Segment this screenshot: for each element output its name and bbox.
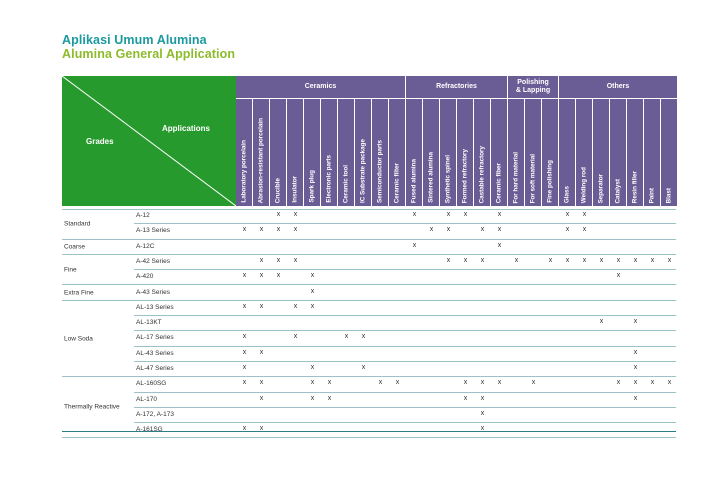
grade-cell xyxy=(62,377,134,438)
application-mark: x xyxy=(259,272,264,280)
application-mark: x xyxy=(293,211,298,218)
grade-label: Low Soda xyxy=(64,335,93,343)
grade-cell xyxy=(62,301,134,378)
application-mark: x xyxy=(242,302,247,310)
application-mark: x xyxy=(633,364,638,371)
column-header xyxy=(440,99,457,206)
application-mark: x xyxy=(531,379,536,387)
application-mark: x xyxy=(310,302,315,310)
application-mark: x xyxy=(293,226,298,234)
application-mark: x xyxy=(242,333,247,341)
column-header-label: Sintered alumina xyxy=(427,152,435,203)
application-mark: x xyxy=(633,394,638,402)
product-name: A-172, A-173 xyxy=(136,410,174,418)
application-mark: x xyxy=(463,211,468,218)
table-row xyxy=(134,286,676,301)
application-mark: x xyxy=(293,302,298,310)
column-header-label: Castable refractory xyxy=(478,145,486,203)
column-header-label: Ceramic tool xyxy=(342,164,350,203)
table-row xyxy=(134,255,676,270)
column-header-label: Spark plug xyxy=(308,170,316,203)
column-header-label: Ceramic filter xyxy=(393,162,401,203)
application-mark: x xyxy=(480,226,485,234)
column-header xyxy=(576,99,593,206)
application-mark: x xyxy=(463,394,468,402)
grade-label: Standard xyxy=(64,220,91,228)
application-mark: x xyxy=(361,333,366,341)
application-mark: x xyxy=(616,272,621,280)
application-mark: x xyxy=(310,272,315,280)
grade-label: Fine xyxy=(64,266,77,274)
column-header xyxy=(372,99,389,206)
application-mark: x xyxy=(480,394,485,402)
application-mark: x xyxy=(378,379,383,387)
column-header xyxy=(644,99,661,206)
applications-header: Applications xyxy=(162,124,211,133)
column-header xyxy=(559,99,576,206)
application-mark: x xyxy=(633,256,638,264)
table-corner-header xyxy=(62,76,236,206)
application-mark: x xyxy=(616,379,621,387)
application-mark: x xyxy=(650,379,655,387)
table-bottom-rule xyxy=(62,431,676,432)
column-header-label: For hard material xyxy=(512,151,520,203)
application-mark: x xyxy=(633,318,638,326)
table-row xyxy=(134,240,676,255)
application-mark: x xyxy=(259,256,264,264)
group-header: Polishing & Lapping xyxy=(508,76,559,98)
application-mark: x xyxy=(548,256,553,264)
product-name: A-42 Series xyxy=(136,257,170,265)
column-header-label: Ceramic fiber xyxy=(495,162,503,203)
grade-label: Coarse xyxy=(64,243,85,251)
column-header-label: Paint xyxy=(648,187,656,203)
grade-cell xyxy=(62,255,134,286)
column-header xyxy=(270,99,287,206)
application-mark: x xyxy=(276,226,281,234)
application-mark: x xyxy=(259,348,264,356)
grade-cell xyxy=(62,286,134,301)
column-header xyxy=(355,99,372,206)
product-name: A-12 xyxy=(136,212,150,219)
table-row xyxy=(134,393,676,408)
application-mark: x xyxy=(293,256,298,264)
column-header-label: Electronic parts xyxy=(325,155,333,203)
application-mark: x xyxy=(565,211,570,218)
column-header-label: Glass xyxy=(563,185,571,203)
column-header xyxy=(508,99,525,206)
application-mark: x xyxy=(480,425,485,433)
group-header: Refractories xyxy=(406,76,508,98)
application-mark: x xyxy=(446,211,451,218)
column-header xyxy=(457,99,474,206)
application-mark: x xyxy=(242,425,247,433)
column-header xyxy=(236,99,253,206)
column-header xyxy=(610,99,627,206)
column-header xyxy=(525,99,542,206)
application-mark: x xyxy=(259,394,264,402)
application-mark: x xyxy=(582,211,587,218)
grade-label: Extra Fine xyxy=(64,289,94,297)
application-mark: x xyxy=(599,318,604,326)
application-mark: x xyxy=(463,256,468,264)
application-mark: x xyxy=(633,379,638,387)
table-row xyxy=(134,301,676,316)
column-header xyxy=(253,99,270,206)
column-header-label: Semiconductor parts xyxy=(376,140,384,203)
column-header xyxy=(661,99,678,206)
column-header xyxy=(389,99,406,206)
application-mark: x xyxy=(344,333,349,341)
grade-label: Thermally Reactive xyxy=(64,403,120,411)
application-mark: x xyxy=(259,226,264,234)
column-header-label: Crucible xyxy=(274,177,282,203)
column-header-label: Synthetic spinel xyxy=(444,154,452,203)
table-row xyxy=(134,224,676,239)
product-name: A-43 Series xyxy=(136,288,170,296)
application-mark: x xyxy=(276,211,281,218)
product-name: AL-170 xyxy=(136,395,157,403)
application-mark: x xyxy=(514,256,519,264)
application-mark: x xyxy=(310,364,315,371)
application-mark: x xyxy=(327,379,332,387)
application-mark: x xyxy=(480,379,485,387)
column-header-label: Laboratory porcelain xyxy=(240,140,248,203)
application-mark: x xyxy=(650,256,655,264)
table-row xyxy=(134,270,676,285)
page-title-indonesian: Aplikasi Umum Alumina xyxy=(62,33,207,47)
column-header xyxy=(474,99,491,206)
application-mark: x xyxy=(395,379,400,387)
column-header xyxy=(304,99,321,206)
table-row xyxy=(134,377,676,392)
column-header-label: Insulator xyxy=(291,176,299,203)
column-header-label: Abrasion-resistant porcelain xyxy=(257,117,265,203)
grade-cell xyxy=(62,240,134,255)
application-mark: x xyxy=(310,287,315,295)
product-name: AL-13KT xyxy=(136,319,162,327)
application-mark: x xyxy=(293,333,298,341)
product-name: AL-17 Series xyxy=(136,334,174,342)
application-mark: x xyxy=(480,409,485,417)
application-mark: x xyxy=(565,256,570,264)
column-header-label: Fused alumina xyxy=(410,158,418,203)
product-name: A-161SG xyxy=(136,426,163,434)
application-mark: x xyxy=(446,256,451,264)
application-mark: x xyxy=(582,226,587,234)
table-row xyxy=(134,362,676,377)
group-header: Others xyxy=(559,76,678,98)
application-mark: x xyxy=(565,226,570,234)
column-header xyxy=(338,99,355,206)
application-mark: x xyxy=(599,256,604,264)
column-header xyxy=(491,99,508,206)
product-name: AL-13 Series xyxy=(136,303,174,311)
product-name: AL-43 Series xyxy=(136,349,174,357)
column-header xyxy=(423,99,440,206)
application-mark: x xyxy=(259,302,264,310)
column-header xyxy=(542,99,559,206)
column-header-label: Separator xyxy=(597,173,605,203)
group-header: Ceramics xyxy=(236,76,406,98)
application-mark: x xyxy=(497,226,502,234)
product-name: A-13 Series xyxy=(136,227,170,235)
column-header-label: Fine polishing xyxy=(546,160,554,203)
application-mark: x xyxy=(412,241,417,249)
table-row xyxy=(134,316,676,331)
application-mark: x xyxy=(446,226,451,234)
column-header-label: Resin filler xyxy=(631,170,639,203)
column-header-label: Catalyst xyxy=(614,178,622,203)
table-row xyxy=(134,331,676,346)
column-header xyxy=(627,99,644,206)
application-mark: x xyxy=(242,379,247,387)
application-mark: x xyxy=(582,256,587,264)
application-mark: x xyxy=(259,379,264,387)
product-name: A-12C xyxy=(136,242,155,250)
column-header xyxy=(321,99,338,206)
application-mark: x xyxy=(310,379,315,387)
application-mark: x xyxy=(276,272,281,280)
table-row xyxy=(134,408,676,423)
grade-cell xyxy=(62,209,134,240)
application-mark: x xyxy=(276,256,281,264)
column-header xyxy=(406,99,423,206)
application-mark: x xyxy=(667,379,672,387)
product-name: AL-47 Series xyxy=(136,365,174,372)
application-mark: x xyxy=(259,425,264,433)
application-mark: x xyxy=(310,394,315,402)
application-mark: x xyxy=(242,272,247,280)
application-mark: x xyxy=(497,379,502,387)
product-name: A-420 xyxy=(136,273,154,281)
product-name: AL-160SG xyxy=(136,380,167,388)
application-mark: x xyxy=(480,256,485,264)
column-header-label: For soft material xyxy=(529,153,537,203)
application-mark: x xyxy=(497,211,502,218)
column-header-label: IC Substrate package xyxy=(359,138,367,203)
column-header-label: Blast xyxy=(665,187,673,203)
application-mark: x xyxy=(242,226,247,234)
column-header xyxy=(287,99,304,206)
column-header-label: Formed refractory xyxy=(461,148,469,203)
application-mark: x xyxy=(327,394,332,402)
grades-header: Grades xyxy=(86,137,114,146)
column-header-label: Welding rod xyxy=(580,166,588,203)
application-mark: x xyxy=(429,226,434,234)
table-row xyxy=(134,347,676,362)
column-header xyxy=(593,99,610,206)
application-mark: x xyxy=(633,348,638,356)
application-mark: x xyxy=(667,256,672,264)
application-mark: x xyxy=(412,211,417,218)
application-mark: x xyxy=(361,364,366,371)
application-mark: x xyxy=(463,379,468,387)
application-mark: x xyxy=(242,348,247,356)
page-title-english: Alumina General Application xyxy=(62,47,236,61)
application-mark: x xyxy=(616,256,621,264)
application-mark: x xyxy=(497,241,502,249)
application-mark: x xyxy=(242,364,247,371)
table-row xyxy=(134,209,676,224)
